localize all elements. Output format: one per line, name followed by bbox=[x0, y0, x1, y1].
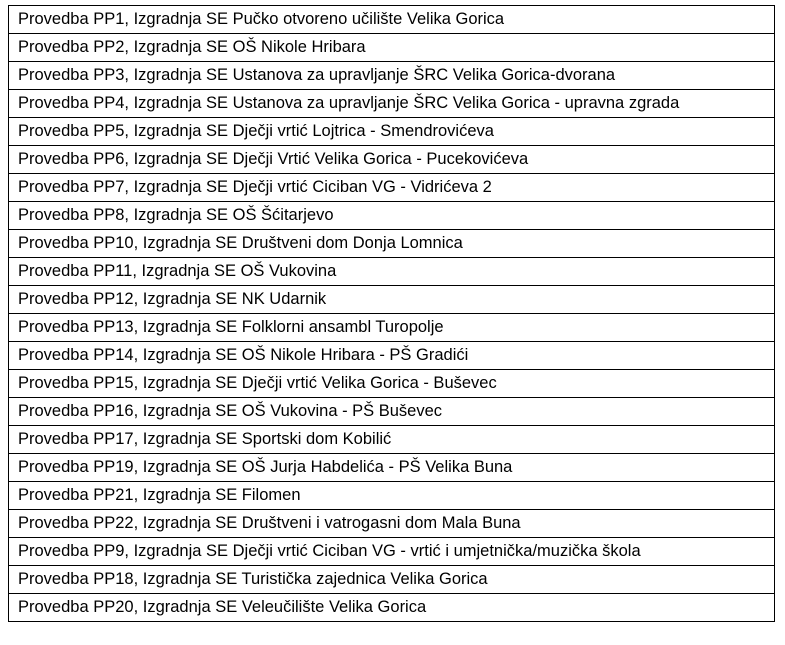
table-cell: Provedba PP20, Izgradnja SE Veleučilište Velika Gorica bbox=[9, 594, 775, 622]
table-row bbox=[9, 342, 775, 370]
table-cell: Provedba PP13, Izgradnja SE Folklorni ansambl Turopolje bbox=[9, 314, 775, 342]
table-row bbox=[9, 370, 775, 398]
table-row bbox=[9, 398, 775, 426]
table-row bbox=[9, 202, 775, 230]
table-cell: Provedba PP10, Izgradnja SE Društveni dom Donja Lomnica bbox=[9, 230, 775, 258]
table-row bbox=[9, 6, 775, 34]
table-row bbox=[9, 174, 775, 202]
table-row bbox=[9, 482, 775, 510]
table-cell: Provedba PP11, Izgradnja SE OŠ Vukovina bbox=[9, 258, 775, 286]
table-row bbox=[9, 286, 775, 314]
table-row bbox=[9, 454, 775, 482]
table-cell: Provedba PP17, Izgradnja SE Sportski dom Kobilić bbox=[9, 426, 775, 454]
table-cell: Provedba PP22, Izgradnja SE Društveni i vatrogasni dom Mala Buna bbox=[9, 510, 775, 538]
table-row bbox=[9, 594, 775, 622]
project-table bbox=[8, 5, 775, 622]
table-cell: Provedba PP12, Izgradnja SE NK Udarnik bbox=[9, 286, 775, 314]
table-row bbox=[9, 314, 775, 342]
table-row bbox=[9, 538, 775, 566]
table-row bbox=[9, 34, 775, 62]
table-cell: Provedba PP8, Izgradnja SE OŠ Šćitarjevo bbox=[9, 202, 775, 230]
table-cell: Provedba PP5, Izgradnja SE Dječji vrtić Lojtrica - Smendrovićeva bbox=[9, 118, 775, 146]
table-row bbox=[9, 90, 775, 118]
table-row bbox=[9, 510, 775, 538]
table-cell: Provedba PP3, Izgradnja SE Ustanova za upravljanje ŠRC Velika Gorica-dvorana bbox=[9, 62, 775, 90]
table-cell: Provedba PP9, Izgradnja SE Dječji vrtić Ciciban VG - vrtić i umjetnička/muzička škola bbox=[9, 538, 775, 566]
table-cell: Provedba PP14, Izgradnja SE OŠ Nikole Hribara - PŠ Gradići bbox=[9, 342, 775, 370]
table-cell: Provedba PP6, Izgradnja SE Dječji Vrtić Velika Gorica - Pucekovićeva bbox=[9, 146, 775, 174]
table-row bbox=[9, 258, 775, 286]
table-row bbox=[9, 566, 775, 594]
table-cell: Provedba PP7, Izgradnja SE Dječji vrtić Ciciban VG - Vidrićeva 2 bbox=[9, 174, 775, 202]
table-cell: Provedba PP16, Izgradnja SE OŠ Vukovina - PŠ Buševec bbox=[9, 398, 775, 426]
table-cell: Provedba PP18, Izgradnja SE Turistička zajednica Velika Gorica bbox=[9, 566, 775, 594]
table-row bbox=[9, 62, 775, 90]
table-cell: Provedba PP15, Izgradnja SE Dječji vrtić Velika Gorica - Buševec bbox=[9, 370, 775, 398]
table-row bbox=[9, 426, 775, 454]
table-cell: Provedba PP21, Izgradnja SE Filomen bbox=[9, 482, 775, 510]
table-cell: Provedba PP4, Izgradnja SE Ustanova za upravljanje ŠRC Velika Gorica - upravna zgrada bbox=[9, 90, 775, 118]
table-row bbox=[9, 230, 775, 258]
table-row bbox=[9, 118, 775, 146]
table-row bbox=[9, 146, 775, 174]
table-cell: Provedba PP19, Izgradnja SE OŠ Jurja Habdelića - PŠ Velika Buna bbox=[9, 454, 775, 482]
table-cell: Provedba PP1, Izgradnja SE Pučko otvoreno učilište Velika Gorica bbox=[9, 6, 775, 34]
project-table-container bbox=[8, 5, 775, 645]
table-cell: Provedba PP2, Izgradnja SE OŠ Nikole Hribara bbox=[9, 34, 775, 62]
